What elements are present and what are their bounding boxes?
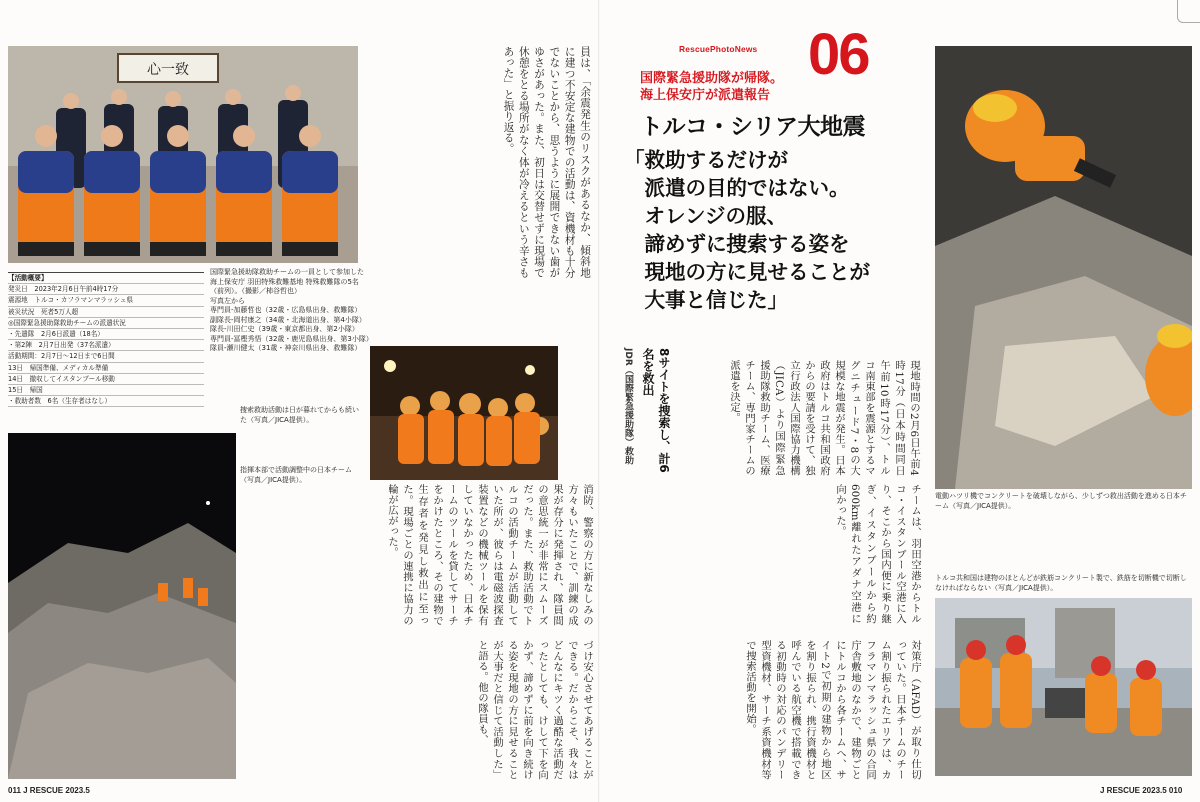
night-rescue-photo: [370, 346, 558, 480]
summary-row: ・第2陣 2月7日出発（37名派遣）: [8, 340, 204, 351]
quote-line: 「救助するだけが: [624, 148, 788, 172]
caption-line: 写真左から: [210, 296, 245, 305]
caption-line: 隊員-瀬川健太（31歳・神奈川県出身、救難隊）: [210, 344, 362, 352]
caption-line: 専門員-冨樫秀悟（32歳・鹿児島県出身、第3小隊）: [210, 334, 373, 343]
pull-quote: [624, 146, 924, 314]
group-photo-caption: [210, 268, 373, 354]
command-photo-caption: 指揮本部で活動調整中の日本チーム（写真／JICA提供）。: [240, 466, 352, 484]
drill-rescue-illustration: [935, 46, 1192, 489]
summary-row: ◎国際緊急援助隊救助チームの派遣状況: [8, 318, 204, 329]
summary-row: 被災状況 死者5万人超: [8, 307, 204, 318]
night-rescue-illustration: [370, 346, 558, 480]
drill-rescue-photo: [935, 46, 1192, 489]
quote-line: 大事と信じた」: [624, 288, 788, 312]
caption-text: 国際緊急援助隊救助チームの一員として参加した海上保安庁 羽田特殊救難基地 特殊救難隊の5名（前列）。（撮影／柿谷哲也）: [210, 268, 364, 295]
quote-line: 派遣の目的ではない。: [624, 176, 850, 200]
body-column: チームは、羽田空港からトルコ・イスタンブール空港に入り、そこから国内便に乗り継ぎ、イスタンブールから約600km離れたアダナ空港に向かった。: [834, 484, 921, 624]
section-credit-vertical: JDR（国際緊急援助隊）救助: [623, 348, 633, 465]
quote-line: 諦めずに捜索する姿を: [624, 232, 850, 256]
rebar-cutting-illustration: [935, 598, 1192, 776]
page-corner: [1177, 0, 1200, 23]
summary-row: ・先遣隊 2月6日派遣（18名）: [8, 329, 204, 340]
caption-line: 隊長-川田仁史（39歳・東京都出身、第2小隊）: [210, 325, 359, 333]
summary-row: ・救助者数 6名（生存者はなし）: [8, 396, 204, 407]
body-column: 消防、警察の方に新なしみの方々もいたことで、訓練の成果が存分に発揮され、隊員間の意思統一が非常にスムーズだった。また、救助活動でトルコの活動チームが活動していた所が、彼らは電磁波探査装置などの機械ツールを保有していなかったため、日本チームのツールを貸してサーチをかけたところ、その建物で生存者を発見し救出に至った。現場ごとの連携に協力の輪が広がった。: [386, 484, 593, 626]
left-folio: 011 J RESCUE 2023.5: [8, 786, 90, 795]
rescue-photo-news-kicker: RescuePhotoNews: [679, 44, 758, 54]
rubble-night-illustration: [8, 433, 236, 779]
activity-summary: [8, 272, 204, 407]
svg-text:心一致: 心一致: [147, 62, 189, 78]
red-subtitle-line: 国際緊急援助隊が帰隊。: [640, 71, 784, 86]
body-column: 対策庁（AFAD）が取り仕切っていた。日本チームのチーム割り振られたエリアは、カフラマンマラッシュ県の合同庁舎敷地のなかで、建物ごとにトルコから各チームへ、サイト2で初期の建物から地区を割り振られ、携行資機材と呼んでいる航空機で搭載できる初動時の対応のパンデリー型資機材、サーチ系資機材等で捜索活動を開始。: [744, 640, 921, 780]
summary-row: 15日 帰国: [8, 385, 204, 396]
summary-row: 13日 帰国準備、メディカル準備: [8, 363, 204, 374]
drill-photo-caption: 電動ハツリ機でコンクリートを破壊しながら、少しずつ救出活動を進める日本チーム（写真／JICA提供）。: [935, 492, 1187, 510]
summary-row: 活動期間：2月7日〜12日まで6日間: [8, 351, 204, 362]
rubble-night-photo: [8, 433, 236, 779]
summary-row: 発災日 2023年2月6日午前4時17分: [8, 284, 204, 295]
night-photo-caption: 捜索救助活動は日が暮れてからも続いた（写真／JICA提供）。: [240, 406, 359, 424]
summary-row: 14日 撤収してイスタンブール移動: [8, 374, 204, 385]
summary-row: 震源地 トルコ・カフラマンマラッシュ県: [8, 295, 204, 306]
body-column: 員は、「余震発生のリスクがあるなか、傾斜地に建つ不安定な建物での活動は、資機材も十分でないことから、思うように展開できない歯がゆさがあった。また、初日は交替せずに現場で休憩をとる場所がなく体が冷えるという辛さもあった」と振り返る。: [502, 46, 591, 278]
quote-line: オレンジの服、: [624, 204, 787, 228]
group-photo: [8, 46, 358, 263]
rebar-photo-caption: トルコ共和国は建物のほとんどが鉄筋コンクリート製で、鉄筋を切断機で切断しなければならない（写真／JICA提供）。: [935, 574, 1187, 592]
issue-number: 06: [808, 22, 869, 87]
body-column: づけ安心させてあげることができる。だからこそ、我々はどんなにキツく過酷な活動だったとしても、けして下を向かず、諦めずに前を向き続ける姿を現地の方に見せることが大事だと信じて活動した」と語る。他の隊員も、: [476, 640, 593, 780]
rebar-cutting-photo: [935, 598, 1192, 776]
headline: トルコ・シリア大地震: [640, 114, 865, 140]
section-heading-vertical: 8サイトを捜索し、計6名を救出: [641, 348, 671, 473]
caption-line: 専門員-加藤哲也（32歳・広島県出身、救難隊）: [210, 306, 362, 314]
quote-line: 現地の方に見せることが: [624, 260, 870, 284]
right-folio: J RESCUE 2023.5 010: [1100, 786, 1183, 795]
summary-heading: 【活動概要】: [8, 273, 204, 284]
body-column: 現地時間の2月6日午前4時17分（日本時間同日午前10時17分）、トルコ南東部を震源とするマグニチュード7・8の大規模な地震が発生。日本政府はトルコ共和国政府からの要請を受けて、独立行政法人国際協力機構（JICA）より国際緊急援助隊救助チーム、医療チーム、専門家チームの派遣を決定。: [728, 360, 920, 476]
group-photo-illustration: [8, 46, 358, 263]
caption-line: 副隊長-岡村康之（34歳・北海道出身、第4小隊）: [210, 315, 366, 324]
red-subtitle: [640, 70, 783, 104]
red-subtitle-line: 海上保安庁が派遣報告: [640, 88, 771, 103]
